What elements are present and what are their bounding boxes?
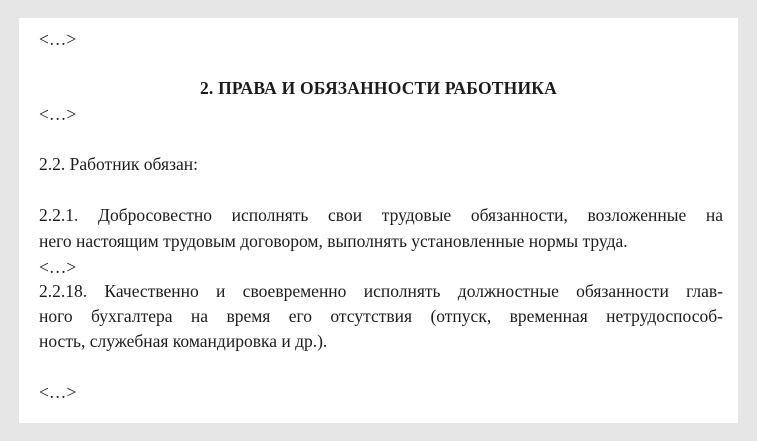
clause-2-2-1-line-1: 2.2.1. Добросовестно исполнять свои трудовые обязанности, возложенные на — [39, 205, 723, 225]
section-heading: 2. ПРАВА И ОБЯЗАННОСТИ РАБОТНИКА — [199, 78, 557, 98]
clause-2-2: 2.2. Работник обязан: — [39, 154, 198, 174]
clause-2-2-18-line-2: ного бухгалтера на время его отсутствия (отпуск, временная нетрудоспособ- — [39, 306, 723, 326]
clause-2-2-1-line-2: него настоящим трудовым договором, выполнять установленные нормы труда. — [39, 231, 628, 251]
ellipsis-marker: <…> — [39, 29, 77, 49]
clause-2-2-18-line-3: ность, служебная командировка и др.). — [39, 331, 328, 351]
document-page — [19, 18, 738, 423]
ellipsis-marker: <…> — [39, 257, 77, 277]
clause-2-2-18-line-1: 2.2.18. Качественно и своевременно исполнять должностные обязанности глав- — [39, 281, 723, 301]
ellipsis-marker: <…> — [39, 382, 77, 402]
ellipsis-marker: <…> — [39, 104, 77, 124]
